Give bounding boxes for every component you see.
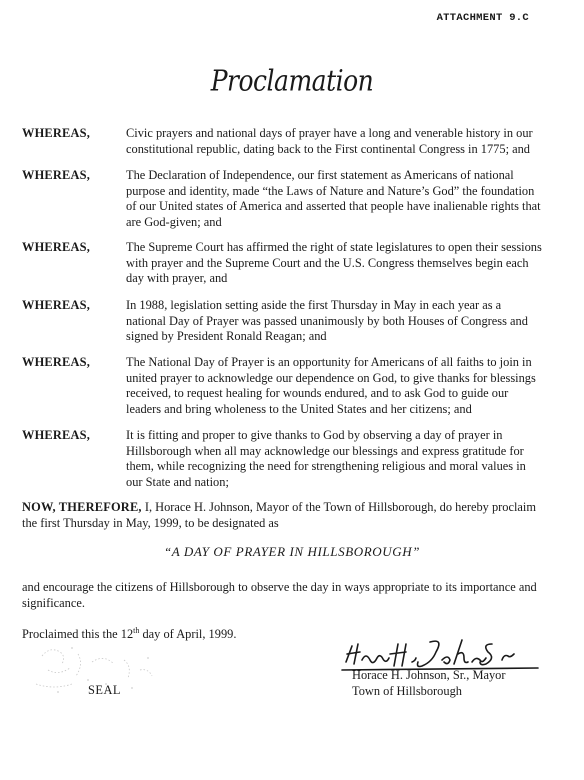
whereas-keyword: WHEREAS, [22,168,91,182]
attachment-label: ATTACHMENT 9.C [436,12,529,24]
seal-label: SEAL [88,683,121,697]
whereas-clause [22,126,542,157]
whereas-text: Civic prayers and national days of prayer have a long and venerable history in our constitutional republic, dating back to the First continental Congress in 1775; and [126,126,533,156]
whereas-keyword: WHEREAS, [22,428,91,442]
whereas-text: In 1988, legislation setting aside the first Thursday in May in each year as a national Day of Prayer was passed unanimously by both Houses of Congress and signed by President Ronald Reagan; and [126,298,528,344]
whereas-keyword: WHEREAS, [22,355,91,369]
whereas-keyword: WHEREAS, [22,240,91,254]
signatory-name: Horace H. Johnson, Sr., Mayor [352,668,506,682]
whereas-clause [22,298,542,345]
whereas-keyword: WHEREAS, [22,126,91,140]
therefore-text: I, Horace H. Johnson, Mayor of the Town of Hillsborough, do hereby proclaim the first Thursday in May, 1999, to be designated as [22,500,537,530]
proclaimed-ordinal: th [133,626,140,635]
whereas-text: The National Day of Prayer is an opportunity for Americans of all faiths to join in united prayer to acknowledge our dependence on God, to give thanks for blessings received, to request healing for wounds endured, and to ask God to guide our leaders and bring wholeness to the United States and her citizens; and [126,355,536,416]
whereas-text: It is fitting and proper to give thanks to God by observing a day of prayer in Hillsborough when all may acknowledge our blessings and express gratitude for them, while recognizing the need for strengthening religious and moral values in our State and nation; [126,428,526,489]
proclaimed-after: day of April, 1999. [139,627,237,641]
whereas-clause [22,240,542,287]
whereas-keyword: WHEREAS, [22,298,91,312]
whereas-clause [22,168,542,230]
day-designation: “A DAY OF PRAYER IN HILLSBOROUGH” [163,544,421,559]
whereas-text: The Supreme Court has affirmed the right of state legislatures to open their sessions with prayer and the Supreme Court and the U.S. Congress themselves begin each day with prayer, and [126,240,542,286]
whereas-clause [22,428,542,490]
proclaimed-before: Proclaimed this the 12 [22,627,134,641]
signatory-town: Town of Hillsborough [352,683,462,698]
therefore-keyword: NOW, THEREFORE, [22,500,142,514]
signatory-block [352,668,506,699]
encourage-paragraph: and encourage the citizens of Hillsborough to observe the day in ways appropriate to its importance and significance. [22,580,537,610]
therefore-paragraph [22,500,542,531]
document-title: Proclamation [210,63,374,98]
whereas-text: The Declaration of Independence, our first statement as Americans of national purpose and identity, made “the Laws of Nature and Nature’s God” the foundation of our United states of America and asserted that people have inalienable rights that are God-given; and [126,168,541,229]
whereas-clause [22,355,542,417]
